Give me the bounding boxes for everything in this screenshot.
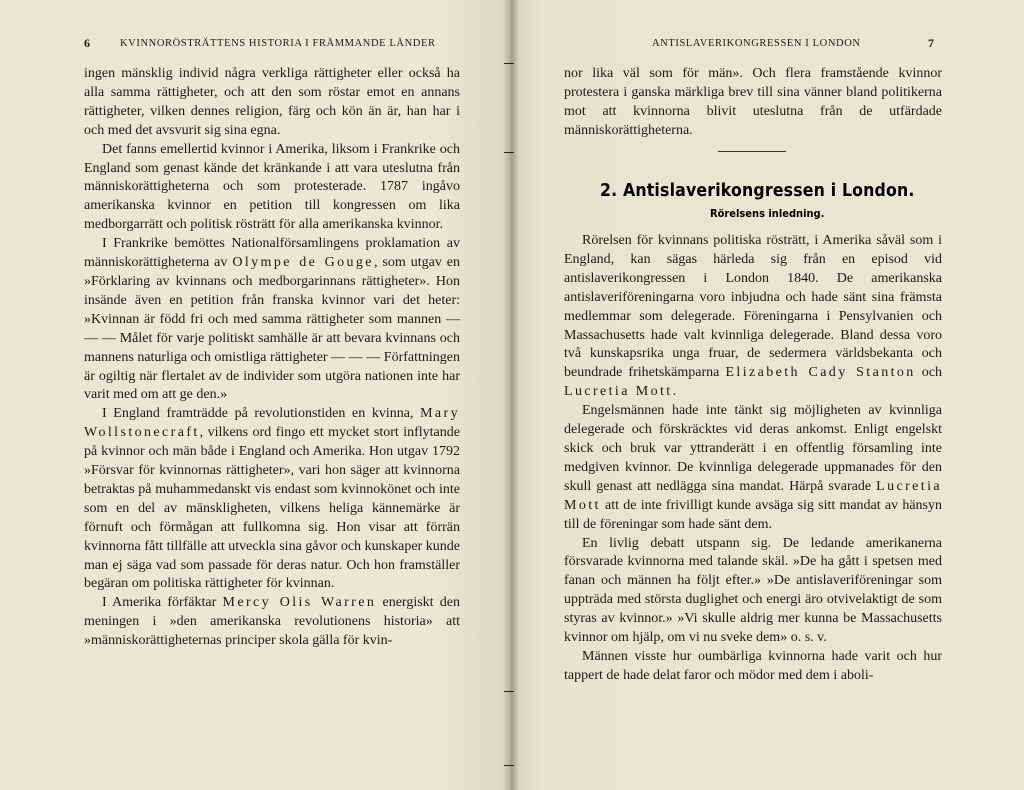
text-run: Det fanns emellertid kvinnor i Amerika, liksom i Frankrike och England som genast kände det kränkande i att vara uteslutna från människorättigheterna och som protesterade. 1787 ingåvo amerikanska kvinnor en petition till kongressen om lika medborgarrätt och politisk rösträtt för alla amerikanska kvinnor. <box>84 141 460 233</box>
paragraph <box>84 405 460 594</box>
text-run: I Frankrike bemöttes Nationalförsamlingens proklamation av människorättigheterna av <box>84 236 460 271</box>
spaced-name: Mary Wollstonecraft <box>84 406 460 441</box>
text-run: . <box>672 384 677 400</box>
paragraph <box>564 648 942 686</box>
right-page <box>512 0 1024 790</box>
page-number: 7 <box>928 36 934 50</box>
gutter-mark <box>504 63 514 64</box>
paragraph <box>84 594 460 651</box>
paragraph <box>564 232 942 402</box>
paragraph <box>84 141 460 236</box>
text-run: energiskt den meningen i »den amerikanska revolutionens historia» att »människorättigheternas principer skola gälla för kvin- <box>84 595 460 649</box>
text-run: Rörelsen för kvinnans politiska rösträtt, i Amerika såväl som i England, kan sägas härleda sig från en episod vid antislaverikongressen i London 1840. De amerikanska antislaveriföreningarna voro inbjudna och hade sänt sina främsta medlemmar som delegerade. Föreningarna i Pensylvanien och Massachusetts hade valt kvinnliga delegerade. Bland dessa voro två kunskapsrika unga fruar, de sedermera världsbekanta och beundrade frihetskämparna <box>564 233 942 381</box>
section-divider <box>718 151 786 152</box>
paragraph <box>564 402 942 534</box>
gutter-mark <box>504 152 514 153</box>
paragraph <box>84 65 460 141</box>
page-number: 6 <box>84 36 90 50</box>
text-run: I England framträdde på revolutionstiden en kvinna, <box>102 406 421 422</box>
text-run: att de inte frivilligt kunde avsäga sig sitt mandat av hänsyn till de föreningar som hade sänt dem. <box>564 497 942 532</box>
gutter-mark <box>504 691 514 692</box>
paragraph <box>564 535 942 648</box>
chapter-title: 2. Antislaverikongressen i London. <box>600 181 915 201</box>
running-head: KVINNORÖSTRÄTTENS HISTORIA I FRÄMMANDE LÄNDER <box>120 38 436 49</box>
text-run: nor lika väl som för män». Och flera framstående kvinnor protestera i ganska märkliga brev till sina vänner bland politikerna mot att kvinnorna blivit uteslutna från de utfärdade människorättigheterna. <box>564 66 942 138</box>
spaced-name: Mercy Olis Warren <box>222 595 377 611</box>
text-run: I Amerika förfäktar <box>102 595 223 611</box>
text-run: Männen visste hur oumbärliga kvinnorna hade varit och hur tappert de hade delat faror och mödor med dem i aboli- <box>564 648 942 683</box>
spaced-name: Lucretia Mott <box>564 384 673 400</box>
running-head: ANTISLAVERIKONGRESSEN I LONDON <box>652 38 861 49</box>
spaced-name: Olympe de Gouge <box>232 255 374 271</box>
paragraph <box>84 235 460 405</box>
right-top-text <box>564 65 942 141</box>
paragraph <box>564 65 942 141</box>
text-run: och <box>915 365 943 381</box>
right-body-text <box>564 232 942 686</box>
text-run: , vilkens ord fingo ett mycket stort inflytande på kvinnor och män både i England och Amerika. Hon utgav 1792 »Försvar för kvinnornas rättigheter», vari hon säger att kvinnorna betraktas på muhammedanskt vis endast som kvinnokönet och inte som en del av mänskligheten, vilkens heliga kännemärke är förnuft och förmågan att fullkomna sig. Hon visar att förrän kvinnorna fått tillfälle att utveckla sina gåvor och kunskaper kunde man ej säga vad som passade för deras natur. Och hon framställer begäran om politiska rättigheter för kvinnan. <box>84 425 460 592</box>
book-gutter <box>503 0 519 790</box>
spaced-name: Elizabeth Cady Stanton <box>725 365 916 381</box>
gutter-mark <box>504 765 514 766</box>
left-body-text <box>84 65 460 651</box>
text-run: ingen mänsklig individ några verkliga rättigheter eller också ha alla samma rättigheter, och att den som röstar emot en annans rättigheter, vilken dennes religion, färg och kön än är, han har i och med det avsvurit sig sina egna. <box>84 66 460 138</box>
text-run: En livlig debatt utspann sig. De ledande amerikanerna försvarade kvinnorna med talande skäl. »De ha gått i spetsen med fanan och männen ha följt efter.» »De antislaveriföreningar som uppträda med största duglighet och energi äro otvivelaktigt de som styras av kvinnor.» »Vi skulle aldrig mer kunna be Massachusetts kvinnor om hjälp, om vi nu sveke dem» o. s. v. <box>564 535 942 646</box>
text-run: Engelsmännen hade inte tänkt sig möjligheten av kvinnliga delegerade och förskräcktes vid deras ankomst. Enligt engelskt skick och bruk var yttranderätt i en offentlig församling inte medgiven kvinnor. De kvinnliga delegerade uppmanades för den skull genast att nedlägga sina mandat. Härpå svarade <box>564 403 942 494</box>
chapter-subtitle: Rörelsens inledning. <box>710 207 825 220</box>
spaced-name: Lucretia Mott <box>564 478 942 513</box>
text-run: , som utgav en »Förklaring av kvinnans och medborgarinnans rättigheter». Hon insände även en petition från franska kvinnor vari det heter: »Kvinnan är född fri och med samma rättigheter som mannen — — — Målet för varje politiskt samhälle är att bevara kvinnans och mannens naturliga och omistliga rättigheter — — — Författningen är ogiltig när flertalet av de individer som utgöra nationen inte har varit med om att ge den.» <box>84 255 460 403</box>
